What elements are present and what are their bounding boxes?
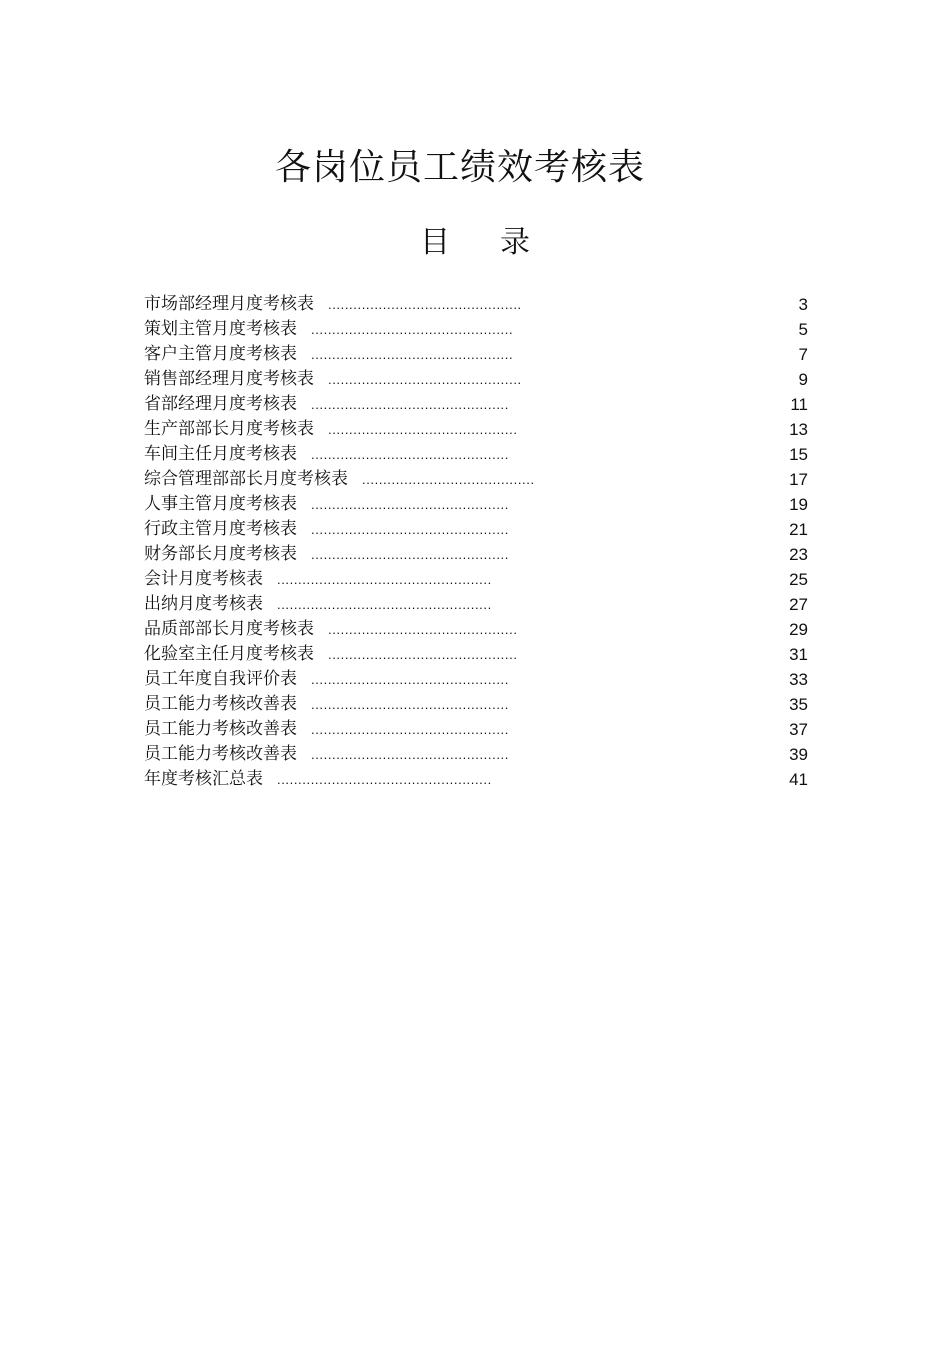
toc-entry-page-number: 3 bbox=[798, 295, 808, 314]
toc-entry[interactable] bbox=[144, 292, 808, 317]
document-title: 各岗位员工绩效考核表 bbox=[274, 147, 645, 189]
toc-entry-label: 市场部经理月度考核表 bbox=[144, 294, 314, 314]
toc-leader-dots: ............................................. bbox=[328, 422, 518, 437]
toc-entry[interactable] bbox=[144, 542, 808, 567]
toc-entry-page-number: 41 bbox=[789, 770, 808, 789]
toc-entry-page-number: 7 bbox=[798, 345, 808, 364]
toc-leader-dots: ................................................... bbox=[277, 597, 492, 612]
toc-entry-page-number: 35 bbox=[789, 695, 808, 714]
toc-entry-label: 人事主管月度考核表 bbox=[144, 494, 297, 514]
toc-entry-label: 员工能力考核改善表 bbox=[144, 744, 297, 764]
table-of-contents bbox=[144, 292, 808, 792]
toc-entry-page-number: 21 bbox=[789, 520, 808, 539]
toc-entry[interactable] bbox=[144, 492, 808, 517]
toc-leader-dots: ................................................... bbox=[277, 572, 492, 587]
toc-entry[interactable] bbox=[144, 717, 808, 742]
toc-entry-page-number: 27 bbox=[789, 595, 808, 614]
toc-leader-dots: ............................................. bbox=[328, 622, 518, 637]
toc-entry-label: 策划主管月度考核表 bbox=[144, 319, 297, 339]
toc-entry-label: 行政主管月度考核表 bbox=[144, 519, 297, 539]
toc-entry-label: 员工年度自我评价表 bbox=[144, 669, 297, 689]
toc-leader-dots: ............................................... bbox=[311, 672, 509, 687]
toc-entry[interactable] bbox=[144, 767, 808, 792]
toc-entry-label: 化验室主任月度考核表 bbox=[144, 644, 314, 664]
toc-entry-label: 会计月度考核表 bbox=[144, 569, 263, 589]
toc-entry-label: 出纳月度考核表 bbox=[144, 594, 263, 614]
toc-leader-dots: ............................................. bbox=[328, 647, 518, 662]
toc-entry[interactable] bbox=[144, 342, 808, 367]
toc-entry-page-number: 29 bbox=[789, 620, 808, 639]
toc-entry-page-number: 15 bbox=[789, 445, 808, 464]
toc-entry-page-number: 13 bbox=[789, 420, 808, 439]
toc-entry-page-number: 9 bbox=[798, 370, 808, 389]
toc-entry-label: 销售部经理月度考核表 bbox=[144, 369, 314, 389]
toc-entry-label: 综合管理部部长月度考核表 bbox=[144, 469, 348, 489]
toc-entry-page-number: 33 bbox=[789, 670, 808, 689]
toc-entry-page-number: 11 bbox=[790, 395, 808, 414]
toc-entry-label: 省部经理月度考核表 bbox=[144, 394, 297, 414]
toc-entry[interactable] bbox=[144, 617, 808, 642]
toc-entry[interactable] bbox=[144, 592, 808, 617]
toc-leader-dots: ............................................... bbox=[311, 747, 509, 762]
toc-entry-page-number: 31 bbox=[789, 645, 808, 664]
toc-entry-page-number: 37 bbox=[789, 720, 808, 739]
toc-heading: 目录 bbox=[420, 225, 580, 260]
toc-entry[interactable] bbox=[144, 392, 808, 417]
toc-entry-page-number: 25 bbox=[789, 570, 808, 589]
toc-entry-label: 品质部部长月度考核表 bbox=[144, 619, 314, 639]
toc-entry[interactable] bbox=[144, 417, 808, 442]
toc-entry-page-number: 17 bbox=[789, 470, 808, 489]
toc-entry-label: 车间主任月度考核表 bbox=[144, 444, 297, 464]
toc-entry-page-number: 19 bbox=[789, 495, 808, 514]
toc-entry-label: 年度考核汇总表 bbox=[144, 769, 263, 789]
toc-entry-page-number: 5 bbox=[798, 320, 808, 339]
toc-leader-dots: ............................................... bbox=[311, 397, 509, 412]
toc-entry[interactable] bbox=[144, 442, 808, 467]
toc-entry[interactable] bbox=[144, 517, 808, 542]
toc-leader-dots: ............................................... bbox=[311, 522, 509, 537]
toc-leader-dots: .............................................. bbox=[328, 372, 522, 387]
toc-leader-dots: ................................................ bbox=[311, 322, 514, 337]
toc-leader-dots: ................................................... bbox=[277, 772, 492, 787]
toc-entry-label: 员工能力考核改善表 bbox=[144, 694, 297, 714]
toc-leader-dots: ............................................... bbox=[311, 697, 509, 712]
toc-leader-dots: ............................................... bbox=[311, 447, 509, 462]
toc-leader-dots: ............................................... bbox=[311, 497, 509, 512]
toc-leader-dots: .............................................. bbox=[328, 297, 522, 312]
toc-entry[interactable] bbox=[144, 642, 808, 667]
toc-entry[interactable] bbox=[144, 367, 808, 392]
toc-entry[interactable] bbox=[144, 567, 808, 592]
toc-leader-dots: ................................................ bbox=[311, 347, 514, 362]
toc-entry[interactable] bbox=[144, 467, 808, 492]
toc-entry-label: 财务部长月度考核表 bbox=[144, 544, 297, 564]
toc-entry-page-number: 39 bbox=[789, 745, 808, 764]
toc-entry[interactable] bbox=[144, 317, 808, 342]
toc-leader-dots: ............................................... bbox=[311, 547, 509, 562]
toc-entry[interactable] bbox=[144, 667, 808, 692]
toc-entry-label: 生产部部长月度考核表 bbox=[144, 419, 314, 439]
toc-leader-dots: ......................................... bbox=[362, 472, 535, 487]
toc-entry[interactable] bbox=[144, 742, 808, 767]
toc-entry[interactable] bbox=[144, 692, 808, 717]
toc-entry-page-number: 23 bbox=[789, 545, 808, 564]
toc-leader-dots: ............................................... bbox=[311, 722, 509, 737]
toc-entry-label: 客户主管月度考核表 bbox=[144, 344, 297, 364]
toc-entry-label: 员工能力考核改善表 bbox=[144, 719, 297, 739]
